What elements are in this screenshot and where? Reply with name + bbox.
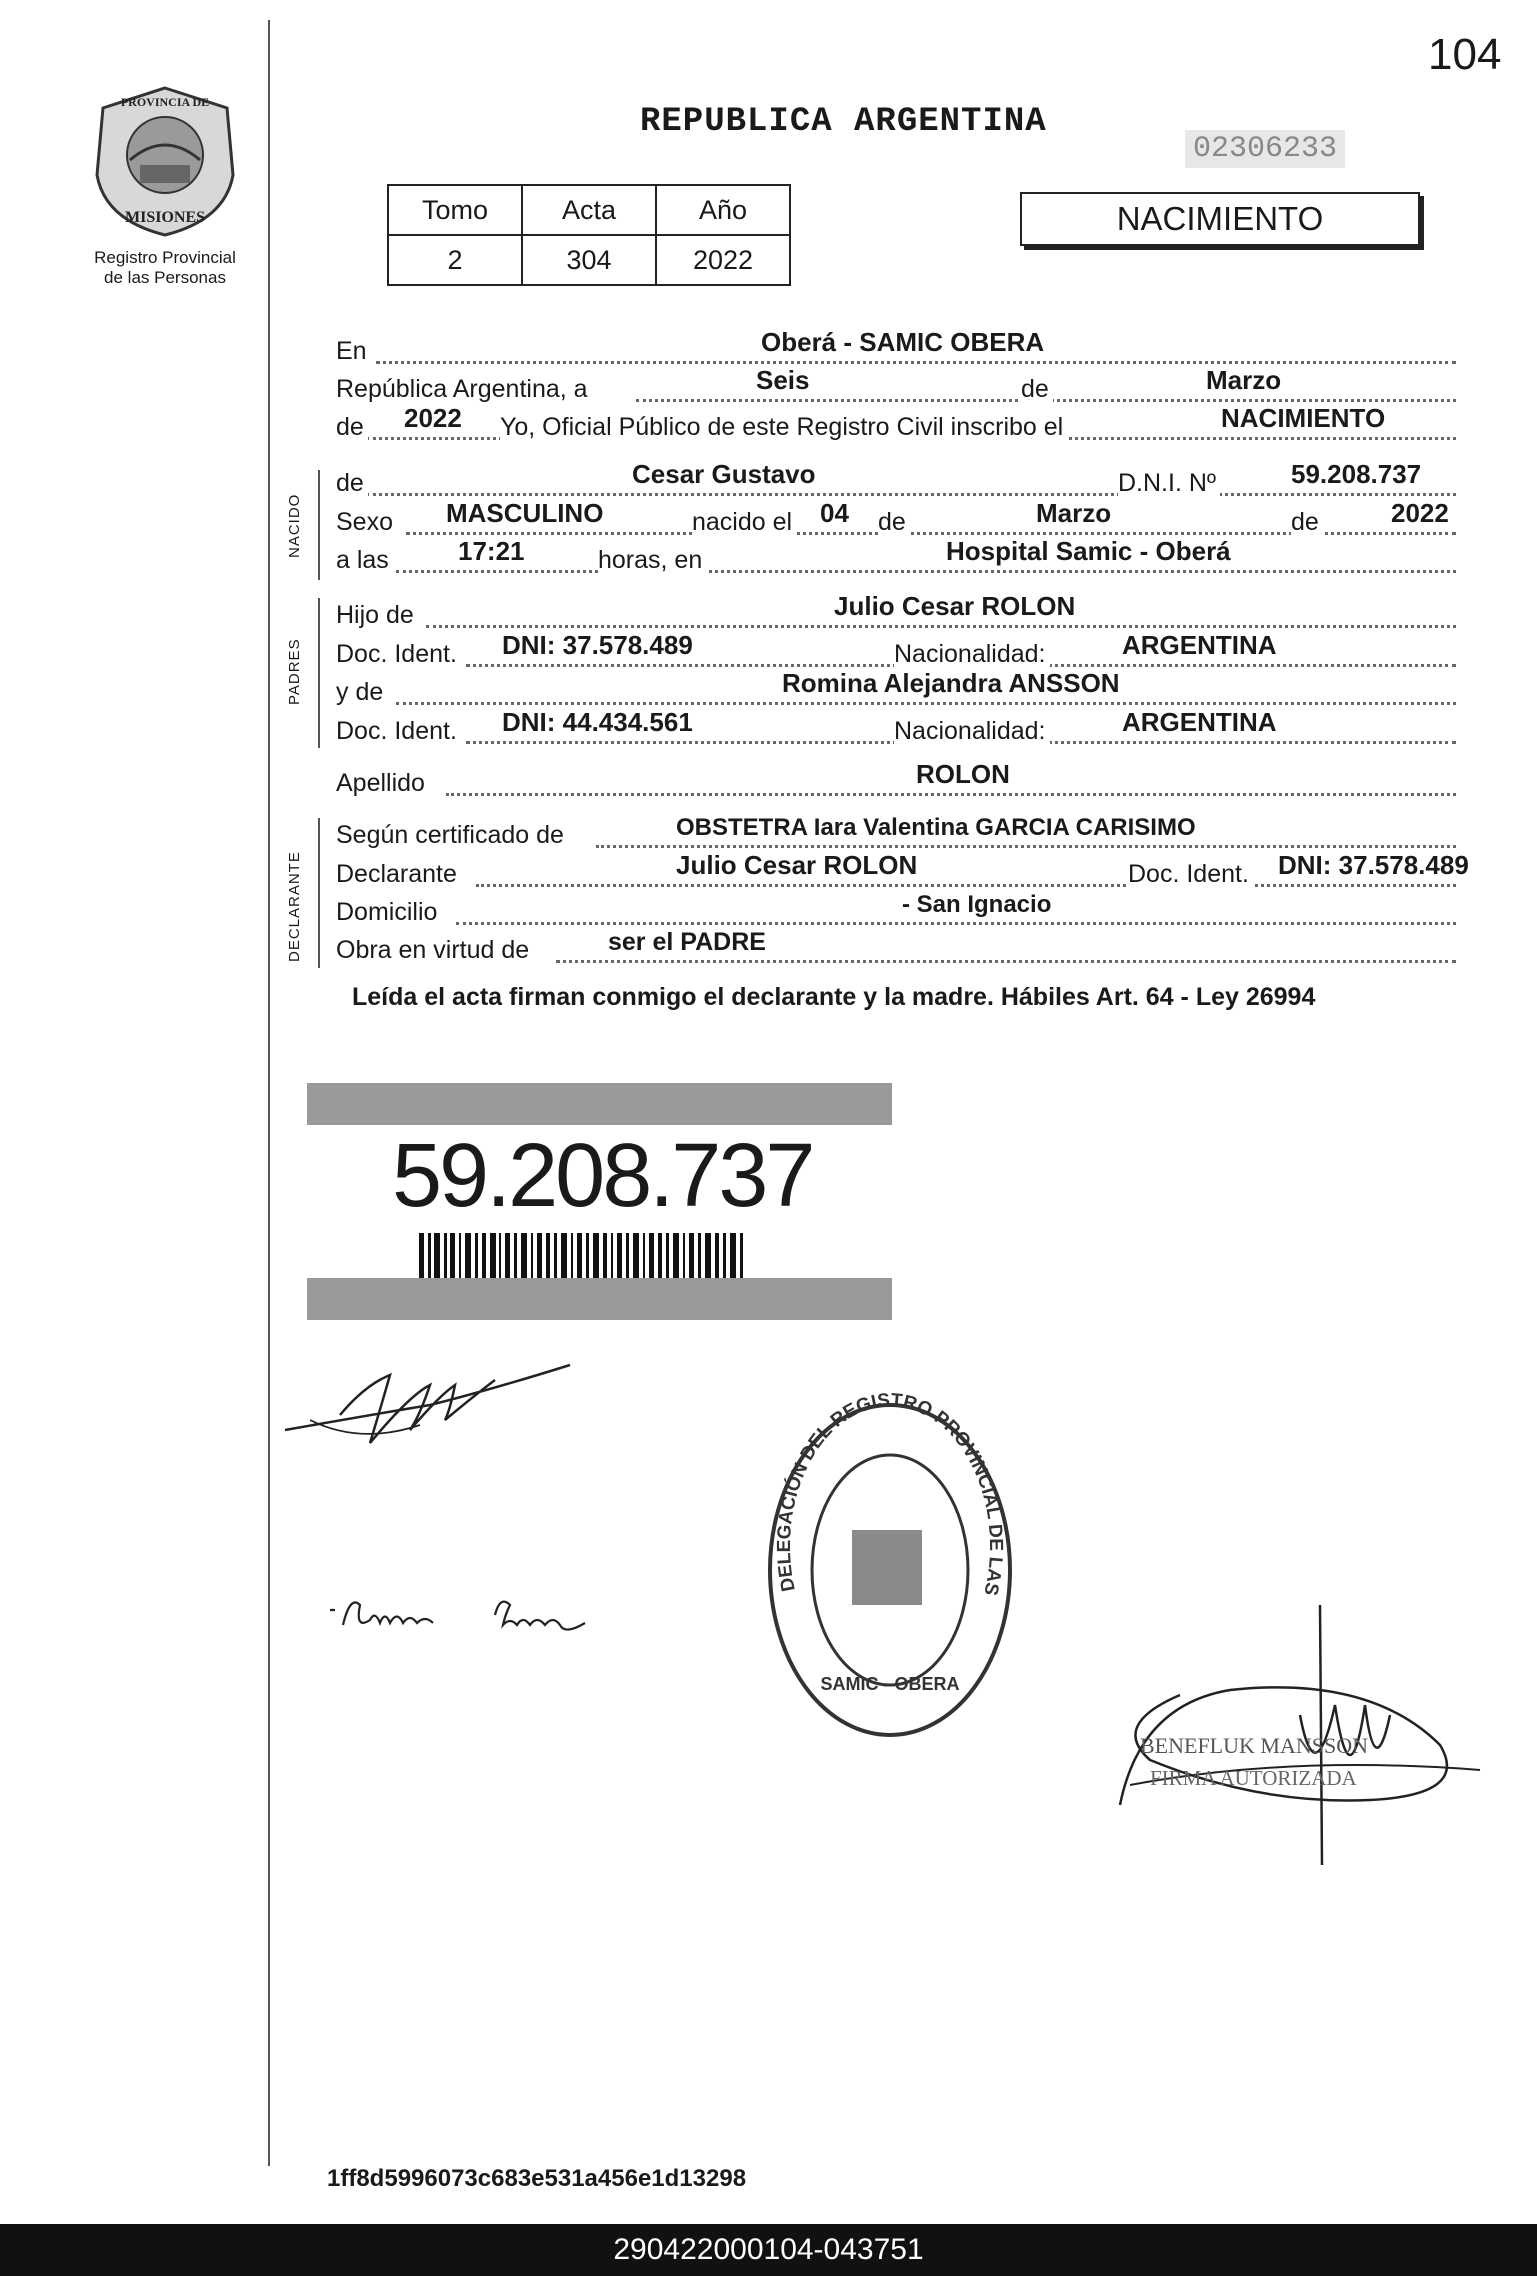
row-sexo: Sexo MASCULINO nacido el 04 de Marzo de 2022 bbox=[336, 505, 1486, 541]
registry-seal-logo bbox=[85, 80, 245, 240]
header-anio: Año bbox=[656, 185, 790, 235]
day-value: Seis bbox=[756, 365, 810, 395]
mother-signature bbox=[325, 1585, 625, 1655]
row-obra: Obra en virtud de ser el PADRE bbox=[336, 933, 1486, 969]
sex-value: MASCULINO bbox=[446, 498, 604, 528]
declarant-name-value: Julio Cesar ROLON bbox=[676, 850, 918, 880]
dni-sticker-number: 59.208.737 bbox=[392, 1126, 813, 1226]
svg-text:MISIONES: MISIONES bbox=[124, 209, 206, 226]
section-nacido: NACIDO bbox=[286, 493, 303, 558]
header-tomo: Tomo bbox=[388, 185, 522, 235]
row-domicilio: Domicilio - San Ignacio bbox=[336, 895, 1486, 931]
row-madre-doc: Doc. Ident. DNI: 44.434.561 Nacionalidad: ARGENTINA bbox=[336, 714, 1486, 750]
mother-name-value: Romina Alejandra ANSSON bbox=[782, 668, 1120, 698]
month-value: Marzo bbox=[1206, 365, 1282, 395]
row-oficial: de 2022 Yo, Oficial Público de este Registro Civil inscribo el NACIMIENTO bbox=[336, 410, 1486, 446]
row-apellido: Apellido ROLON bbox=[336, 766, 1486, 802]
value-acta: 304 bbox=[522, 235, 656, 285]
row-hora: a las 17:21 horas, en Hospital Samic - Oberá bbox=[336, 543, 1486, 579]
value-tomo: 2 bbox=[388, 235, 522, 285]
child-dni-value: 59.208.737 bbox=[1291, 459, 1422, 489]
row-certificado: Según certificado de OBSTETRA Iara Valentina GARCIA CARISIMO bbox=[336, 818, 1486, 854]
section-padres: PADRES bbox=[286, 638, 303, 705]
birth-month-value: Marzo bbox=[1036, 498, 1112, 528]
row-padre-doc: Doc. Ident. DNI: 37.578.489 Nacionalidad: ARGENTINA bbox=[336, 637, 1486, 673]
row-fecha: República Argentina, a Seis de Marzo bbox=[336, 372, 1486, 408]
birth-time-value: 17:21 bbox=[458, 536, 525, 566]
svg-text:FIRMA AUTORIZADA: FIRMA AUTORIZADA bbox=[1150, 1766, 1357, 1790]
row-en: En Oberá - SAMIC OBERA bbox=[336, 334, 1486, 370]
mother-nationality-value: ARGENTINA bbox=[1122, 707, 1277, 737]
dni-sticker bbox=[307, 1083, 892, 1320]
row-madre: y de Romina Alejandra ANSSON bbox=[336, 675, 1486, 711]
serial-number: 02306233 bbox=[1185, 130, 1345, 168]
row-nombre: de Cesar Gustavo D.N.I. Nº 59.208.737 bbox=[336, 466, 1486, 502]
value-anio: 2022 bbox=[656, 235, 790, 285]
mother-doc-value: DNI: 44.434.561 bbox=[502, 707, 693, 737]
certificate-value: OBSTETRA Iara Valentina GARCIA CARISIMO bbox=[676, 814, 1196, 841]
birth-day-value: 04 bbox=[820, 498, 849, 528]
registry-name: Registro Provincial de las Personas bbox=[94, 248, 236, 287]
row-padre: Hijo de Julio Cesar ROLON bbox=[336, 598, 1486, 634]
birth-place-value: Hospital Samic - Oberá bbox=[946, 536, 1231, 566]
record-type-box: NACIMIENTO bbox=[1020, 192, 1420, 246]
father-nationality-value: ARGENTINA bbox=[1122, 630, 1277, 660]
svg-text:SAMIC - OBERA: SAMIC - OBERA bbox=[820, 1674, 960, 1694]
registry-stamp bbox=[755, 1390, 1025, 1750]
child-name-value: Cesar Gustavo bbox=[632, 459, 816, 489]
footer-code: 290422000104-043751 bbox=[0, 2224, 1537, 2276]
address-value: - San Ignacio bbox=[902, 891, 1052, 918]
reason-value: ser el PADRE bbox=[608, 928, 766, 956]
year-value: 2022 bbox=[404, 403, 462, 433]
document-hash: 1ff8d5996073c683e531a456e1d13298 bbox=[327, 2165, 747, 2192]
father-name-value: Julio Cesar ROLON bbox=[834, 591, 1076, 621]
row-declarante: Declarante Julio Cesar ROLON Doc. Ident. DNI: 37.578.489 bbox=[336, 850, 1469, 888]
father-doc-value: DNI: 37.578.489 bbox=[502, 630, 693, 660]
page-number: 104 bbox=[1428, 30, 1502, 79]
margin-line bbox=[268, 20, 270, 2166]
inscribo-value: NACIMIENTO bbox=[1221, 403, 1386, 433]
surname-value: ROLON bbox=[916, 759, 1010, 789]
section-declarante: DECLARANTE bbox=[286, 851, 303, 962]
place-value: Oberá - SAMIC OBERA bbox=[761, 327, 1045, 357]
svg-text:BENEFLUK MANSSON: BENEFLUK MANSSON bbox=[1140, 1733, 1368, 1758]
country-title: REPUBLICA ARGENTINA bbox=[640, 103, 1047, 141]
closing-text: Leída el acta firman conmigo el declarante y la madre. Hábiles Art. 64 - Ley 26994 bbox=[352, 983, 1316, 1011]
svg-text:DELEGACIÓN DEL REGISTRO PROVIN: DELEGACIÓN DEL REGISTRO PROVINCIAL DE LAS bbox=[773, 1390, 1007, 1598]
authorized-signature bbox=[1110, 1595, 1490, 1875]
barcode-icon bbox=[419, 1233, 749, 1283]
svg-text:PROVINCIA DE: PROVINCIA DE bbox=[120, 95, 210, 109]
birth-year-value: 2022 bbox=[1391, 498, 1449, 528]
official-signature bbox=[280, 1355, 580, 1465]
header-acta: Acta bbox=[522, 185, 656, 235]
reference-table bbox=[387, 184, 791, 286]
declarant-doc-value: DNI: 37.578.489 bbox=[1278, 850, 1469, 880]
